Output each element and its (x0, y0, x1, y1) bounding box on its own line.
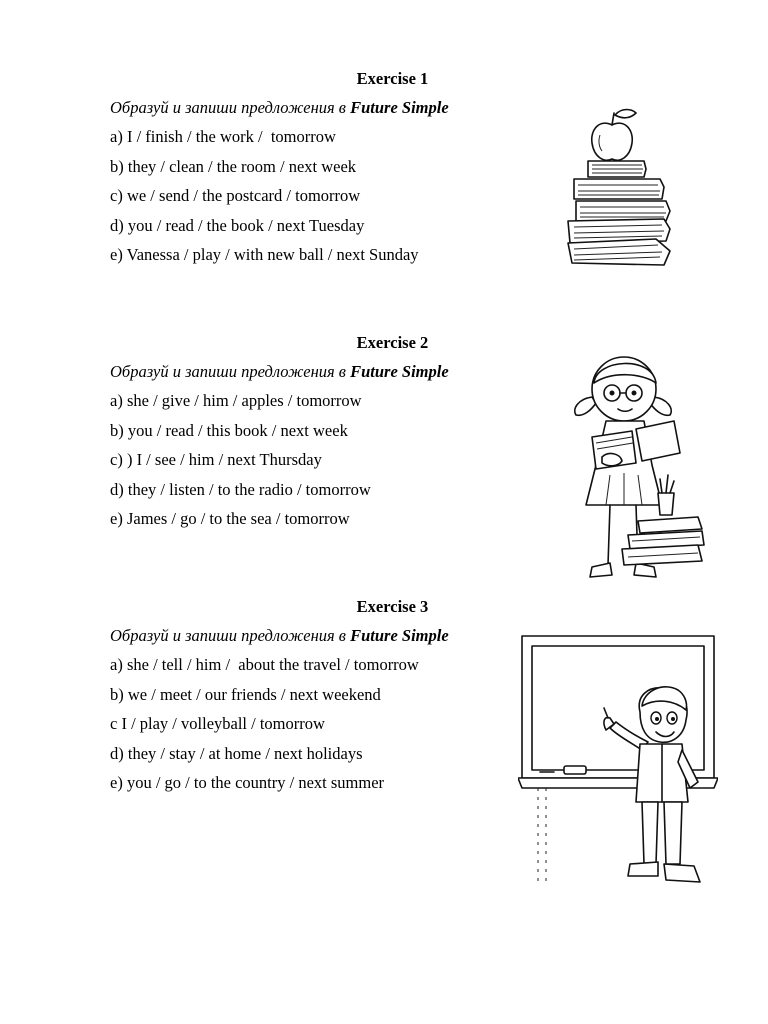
instruction-tense: Future Simple (350, 98, 449, 117)
exercise-items (110, 391, 371, 539)
exercise-item: a) she / tell / him / about the travel / tomorrow (110, 655, 419, 674)
exercise-instruction (110, 362, 449, 382)
exercise-item: a) she / give / him / apples / tomorrow (110, 391, 362, 410)
instruction-text: Образуй и запиши предложения в (110, 626, 351, 645)
exercise-title: Exercise 1 (356, 69, 429, 88)
boy-at-chalkboard-icon (518, 632, 718, 894)
instruction-tense: Future Simple (350, 362, 449, 381)
schoolgirl-with-books-icon (562, 345, 707, 583)
exercise-instruction (110, 626, 449, 646)
exercise-item: e) Vanessa / play / with new ball / next Sunday (110, 245, 419, 264)
instruction-tense: Future Simple (350, 626, 449, 645)
exercise-item: c) we / send / the postcard / tomorrow (110, 186, 361, 205)
exercise-item: d) they / stay / at home / next holidays (110, 743, 363, 763)
exercise-instruction (110, 98, 449, 118)
exercise-item: e) James / go / to the sea / tomorrow (110, 509, 350, 528)
exercise-item: d) they / listen / to the radio / tomorrow (110, 479, 371, 499)
exercise-items (110, 127, 419, 275)
books-with-apple-icon (560, 105, 680, 270)
exercise-title: Exercise 3 (356, 597, 429, 616)
exercise-item: b) you / read / this book / next week (110, 420, 348, 440)
exercise-item: c) ) I / see / him / next Thursday (110, 450, 322, 469)
exercise-item: e) you / go / to the country / next summer (110, 773, 385, 792)
instruction-text: Образуй и запиши предложения в (110, 362, 351, 381)
exercise-item: d) you / read / the book / next Tuesday (110, 215, 365, 235)
exercise-items (110, 655, 419, 803)
exercise-item: b) we / meet / our friends / next weekend (110, 684, 381, 704)
exercise-item: b) they / clean / the room / next week (110, 156, 357, 176)
instruction-text: Образуй и запиши предложения в (110, 98, 351, 117)
exercise-item: a) I / finish / the work / tomorrow (110, 127, 336, 146)
exercise-title: Exercise 2 (356, 333, 429, 352)
exercise-item: c I / play / volleyball / tomorrow (110, 714, 325, 733)
